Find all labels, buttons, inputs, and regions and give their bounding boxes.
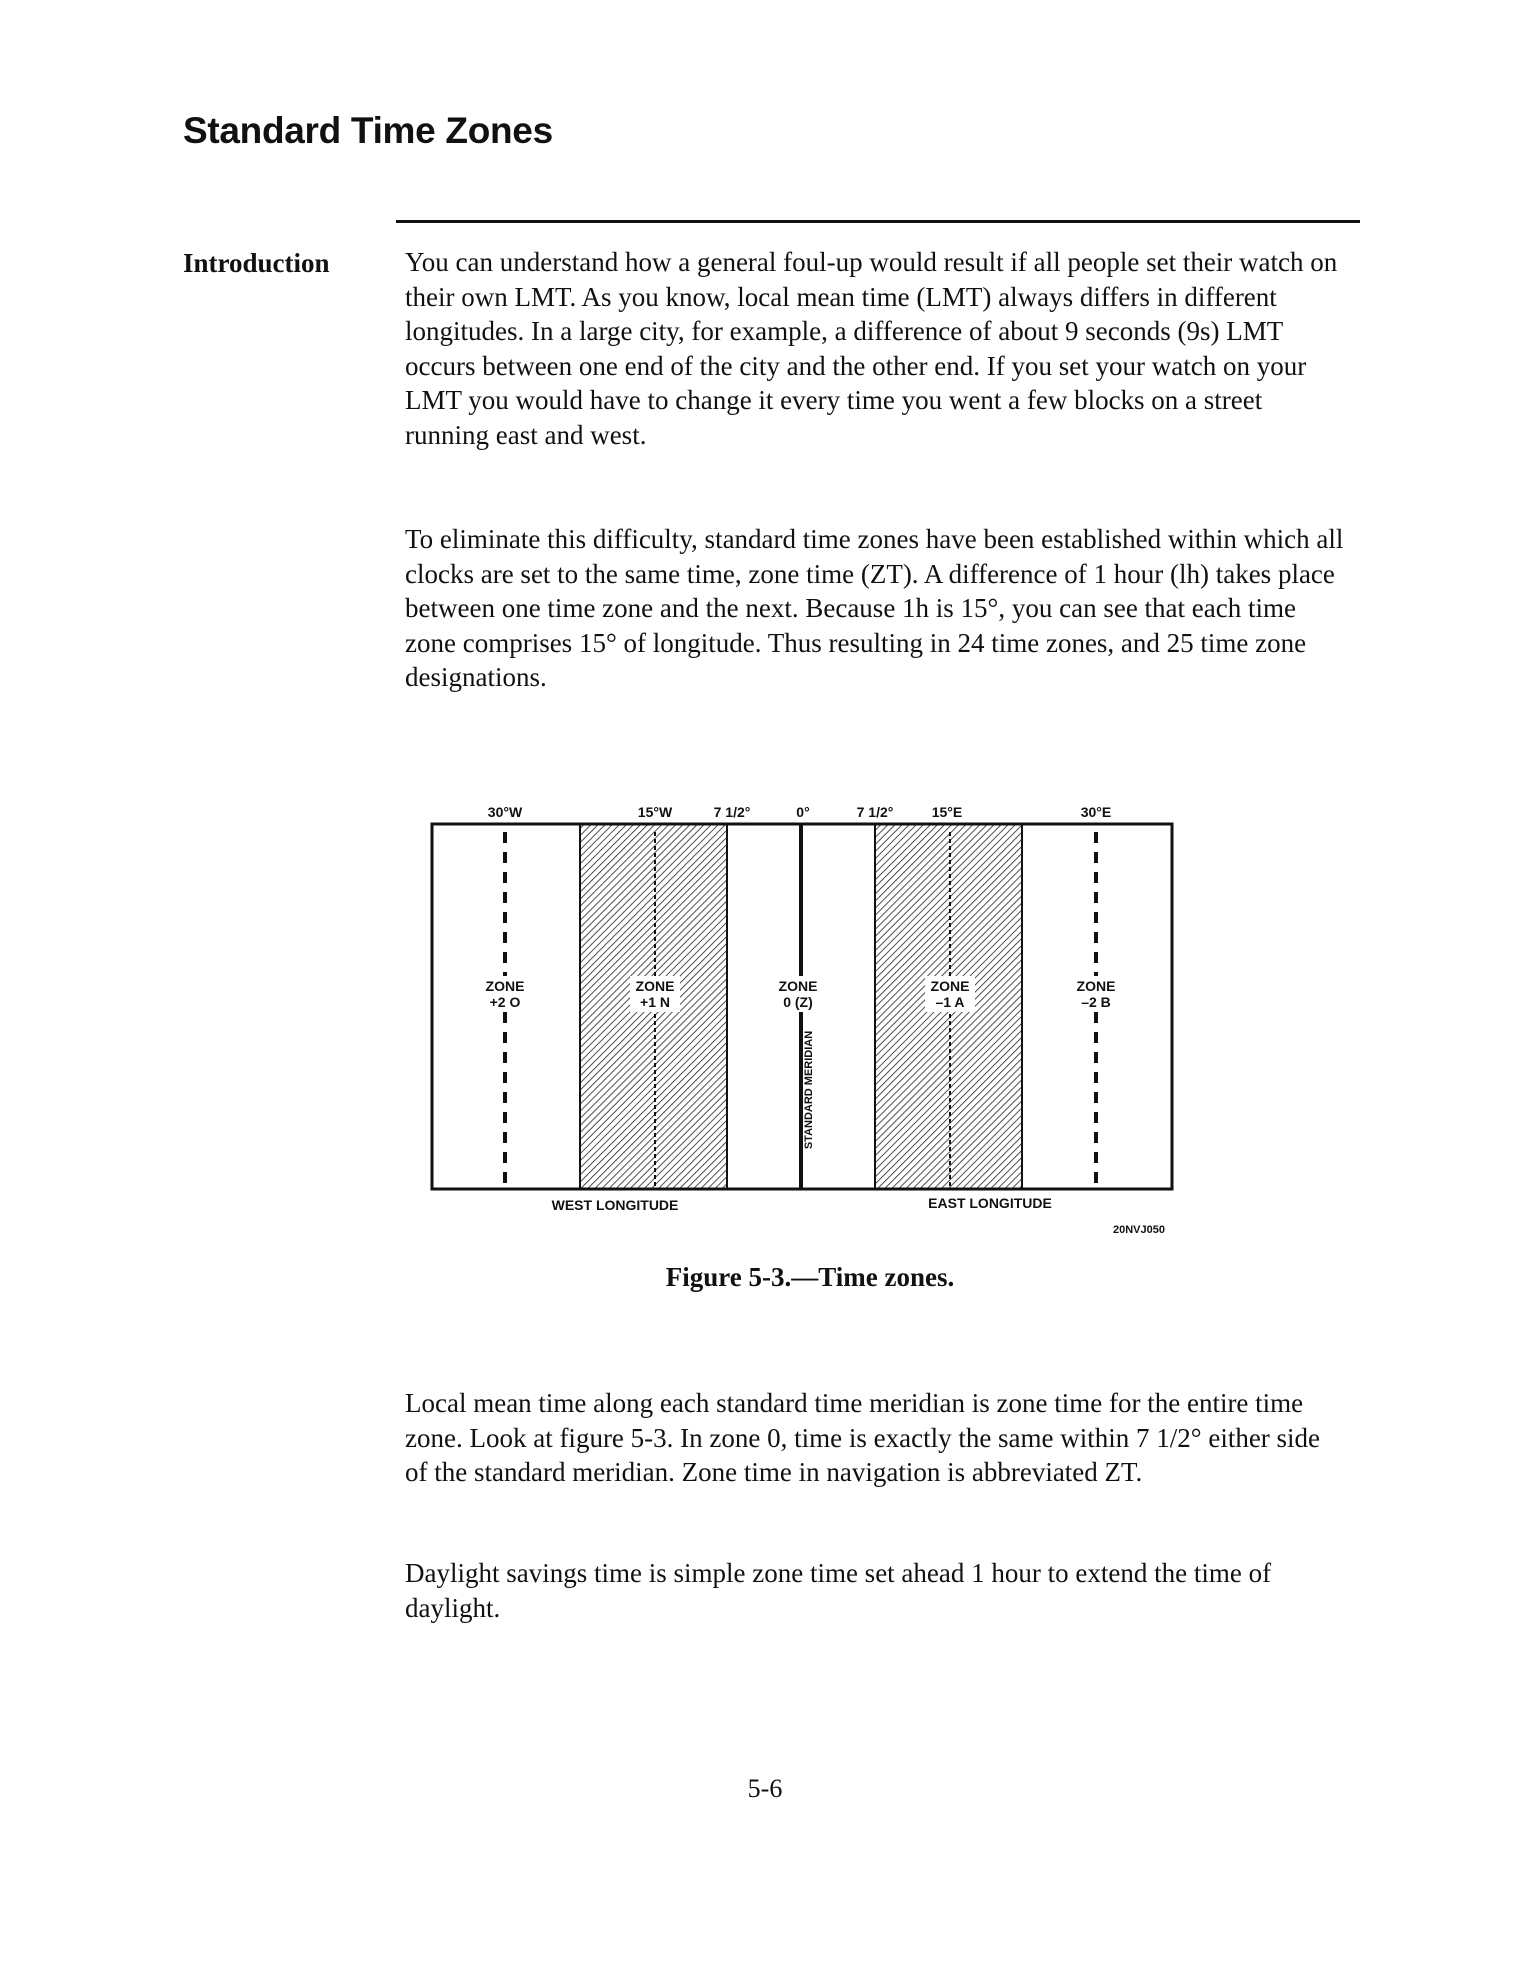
label-7-5w: 7 1/2°	[713, 804, 751, 820]
label-0: 0°	[796, 804, 810, 820]
zone-minus-2-word: ZONE	[1076, 978, 1116, 994]
east-longitude-label: EAST LONGITUDE	[928, 1195, 1052, 1211]
label-15w: 15°W	[637, 804, 673, 820]
time-zones-diagram	[420, 790, 1190, 1250]
label-30w: 30°W	[487, 804, 523, 820]
figure-code: 20NVJ050	[1113, 1224, 1165, 1236]
standard-meridian-label: STANDARD MERIDIAN	[803, 1030, 815, 1150]
zone-plus-2-code: +2 O	[489, 994, 521, 1010]
paragraph-daylight-savings: Daylight savings time is simple zone time set ahead 1 hour to extend the time of daylight.	[405, 1558, 1272, 1623]
page-title: Standard Time Zones	[183, 110, 553, 151]
zone-plus-1-word: ZONE	[635, 978, 675, 994]
paragraph-introduction-2: To eliminate this difficulty, standard time zones have been established within which all clocks are set to the same time, zone time (ZT). A difference of 1 hour (lh) takes place between one time zone and the next. Because 1h is 15°, you can see that each time zone comprises 15° of longitude. Thus resulting in 24 time zones, and 25 time zone designations.	[405, 524, 1344, 692]
label-30e: 30°E	[1080, 804, 1112, 820]
zone-plus-2-word: ZONE	[485, 978, 525, 994]
zone-minus-2-code: –2 B	[1081, 994, 1111, 1010]
zone-plus-1-code: +1 N	[640, 994, 670, 1010]
section-divider	[396, 220, 1360, 223]
paragraph-local-mean-time: Local mean time along each standard time meridian is zone time for the entire time zone. Look at figure 5-3. In zone 0, time is exactly the same within 7 1/2° either side of the standard meridian. Zone time in navigation is abbreviated ZT.	[405, 1388, 1321, 1487]
label-15e: 15°E	[931, 804, 963, 820]
zone-minus-1-word: ZONE	[930, 978, 970, 994]
zone-0-code: 0 (Z)	[783, 994, 813, 1010]
page-number: 5-6	[747, 1774, 783, 1803]
label-7-5e: 7 1/2°	[856, 804, 894, 820]
zone-0-word: ZONE	[778, 978, 818, 994]
paragraph-introduction-1: You can understand how a general foul-up would result if all people set their watch on their own LMT. As you know, local mean time (LMT) always differs in different longitudes. In a large city, for example, a difference of about 9 seconds (9s) LMT occurs between one end of the city and the other end. If you set your watch on your LMT you would have to change it every time you went a few blocks on a street running east and west.	[405, 247, 1338, 450]
figure-caption: Figure 5-3.—Time zones.	[665, 1262, 955, 1292]
zone-minus-1-code: –1 A	[935, 994, 965, 1010]
west-longitude-label: WEST LONGITUDE	[551, 1197, 679, 1213]
section-label: Introduction	[183, 248, 330, 278]
time-zones-figure	[420, 790, 1190, 1250]
